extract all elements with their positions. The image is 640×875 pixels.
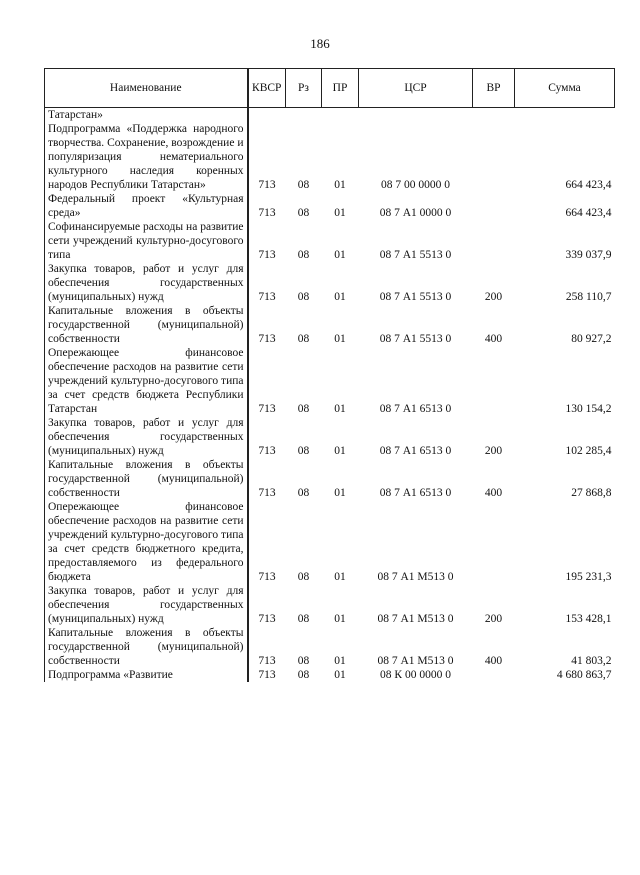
cell-vr: 400: [484, 655, 503, 667]
cell-csr: 08 7 А1 6513 0: [379, 445, 452, 457]
cell-kvsr: 713: [258, 207, 276, 219]
cell-name: Опережающее финансовое обеспечение расходов на развитие сети учреждений культурно-досугового типа за счет средств бюджета Республики Татарстан: [45, 346, 248, 416]
table-row: [45, 500, 615, 584]
cell-name: Закупка товаров, работ и услуг для обеспечения государственных (муниципальных) нужд: [45, 416, 248, 458]
table-row: [45, 626, 615, 668]
cell-vr: [473, 500, 515, 584]
table-row: [45, 108, 615, 123]
cell-sum: 258 110,7: [565, 291, 612, 303]
cell-sum: 195 231,3: [565, 571, 612, 583]
cell-rz: 08: [297, 207, 310, 219]
cell-sum: 664 423,4: [565, 179, 612, 191]
table-header-row: [45, 69, 615, 108]
header-rz: Рз: [286, 69, 322, 108]
cell-name: Федеральный проект «Культурная среда»: [45, 192, 248, 220]
cell-kvsr: 713: [258, 487, 276, 499]
cell-name: Капитальные вложения в объекты государственной (муниципальной) собственности: [45, 458, 248, 500]
cell-kvsr: 713: [258, 445, 276, 457]
cell-csr: 08 7 А1 5513 0: [379, 249, 452, 261]
cell-sum: 664 423,4: [565, 207, 612, 219]
cell-name: Татарстан»: [45, 108, 248, 123]
cell-kvsr: 713: [258, 571, 276, 583]
table-row: [45, 668, 615, 682]
cell-csr: [359, 108, 473, 123]
cell-pr: 01: [334, 179, 346, 191]
cell-sum: 339 037,9: [565, 249, 612, 261]
table-row: [45, 416, 615, 458]
cell-csr: 08 7 А1 5513 0: [379, 291, 452, 303]
cell-rz: 08: [297, 333, 310, 345]
header-csr: ЦСР: [359, 69, 473, 108]
cell-pr: 01: [334, 207, 346, 219]
cell-rz: 08: [297, 487, 310, 499]
cell-rz: 08: [297, 613, 310, 625]
cell-kvsr: 713: [258, 655, 276, 667]
cell-csr: 08 7 А1 5513 0: [379, 333, 452, 345]
table-row: [45, 262, 615, 304]
cell-vr: 200: [484, 445, 503, 457]
table-row: [45, 220, 615, 262]
cell-csr: 08 7 А1 6513 0: [379, 487, 452, 499]
cell-sum: 153 428,1: [565, 613, 612, 625]
cell-pr: 01: [334, 333, 346, 345]
cell-rz: 08: [297, 291, 310, 303]
cell-pr: 01: [334, 249, 346, 261]
cell-pr: 01: [334, 613, 346, 625]
cell-vr: [473, 192, 515, 220]
cell-kvsr: 713: [258, 179, 276, 191]
cell-csr: 08 7 А1 М513 0: [377, 655, 454, 667]
cell-name: Капитальные вложения в объекты государственной (муниципальной) собственности: [45, 304, 248, 346]
table-body: [45, 108, 615, 683]
cell-vr: [473, 122, 515, 192]
cell-csr: 08 7 А1 М513 0: [377, 571, 454, 583]
cell-csr: 08 7 А1 М513 0: [377, 613, 454, 625]
cell-vr: [473, 668, 515, 682]
table-row: [45, 192, 615, 220]
cell-csr: 08 7 А1 6513 0: [379, 403, 452, 415]
cell-pr: 01: [334, 403, 346, 415]
cell-sum: [515, 108, 615, 123]
cell-rz: 08: [297, 445, 310, 457]
cell-vr: 400: [484, 333, 503, 345]
cell-vr: [473, 108, 515, 123]
table-row: [45, 458, 615, 500]
cell-rz: [286, 108, 322, 123]
cell-pr: 01: [334, 571, 346, 583]
cell-kvsr: 713: [258, 333, 276, 345]
cell-sum: 130 154,2: [565, 403, 612, 415]
header-kvsr: КВСР: [248, 69, 286, 108]
cell-kvsr: 713: [258, 669, 276, 681]
cell-vr: 400: [484, 487, 503, 499]
cell-pr: 01: [334, 445, 346, 457]
header-sum: Сумма: [515, 69, 615, 108]
cell-rz: 08: [297, 571, 310, 583]
cell-vr: [473, 346, 515, 416]
cell-rz: 08: [297, 249, 310, 261]
header-vr: ВР: [473, 69, 515, 108]
cell-kvsr: 713: [258, 249, 276, 261]
cell-kvsr: [248, 108, 286, 123]
table-row: [45, 346, 615, 416]
table-row: [45, 584, 615, 626]
cell-kvsr: 713: [258, 291, 276, 303]
cell-vr: 200: [484, 613, 503, 625]
cell-vr: 200: [484, 291, 503, 303]
cell-name: Закупка товаров, работ и услуг для обеспечения государственных (муниципальных) нужд: [45, 584, 248, 626]
cell-pr: [322, 108, 359, 123]
cell-sum: 41 803,2: [571, 655, 612, 667]
cell-kvsr: 713: [258, 613, 276, 625]
cell-csr: 08 К 00 0000 0: [380, 669, 451, 681]
cell-sum: 27 868,8: [571, 487, 612, 499]
cell-name: Подпрограмма «Развитие: [45, 668, 248, 682]
cell-name: Подпрограмма «Поддержка народного творчества. Сохранение, возрождение и популяризация нематериального культурного наследия коренных народов Республики Татарстан»: [45, 122, 248, 192]
budget-table: [44, 68, 615, 682]
cell-csr: 08 7 00 0000 0: [381, 179, 450, 191]
cell-sum: 102 285,4: [565, 445, 612, 457]
cell-kvsr: 713: [258, 403, 276, 415]
cell-pr: 01: [334, 291, 346, 303]
cell-pr: 01: [334, 669, 346, 681]
cell-sum: 4 680 863,7: [556, 669, 612, 681]
cell-name: Капитальные вложения в объекты государственной (муниципальной) собственности: [45, 626, 248, 668]
cell-pr: 01: [334, 487, 346, 499]
cell-sum: 80 927,2: [571, 333, 612, 345]
cell-rz: 08: [297, 179, 310, 191]
header-name: Наименование: [45, 69, 248, 108]
cell-vr: [473, 220, 515, 262]
cell-name: Опережающее финансовое обеспечение расходов на развитие сети учреждений культурно-досугового типа за счет средств бюджетного кредита, предоставляемого из федерального бюджета: [45, 500, 248, 584]
cell-rz: 08: [297, 655, 310, 667]
cell-rz: 08: [297, 669, 310, 681]
header-pr: ПР: [322, 69, 359, 108]
table-row: [45, 122, 615, 192]
cell-pr: 01: [334, 655, 346, 667]
cell-rz: 08: [297, 403, 310, 415]
cell-name: Закупка товаров, работ и услуг для обеспечения государственных (муниципальных) нужд: [45, 262, 248, 304]
cell-csr: 08 7 А1 0000 0: [379, 207, 452, 219]
table-row: [45, 304, 615, 346]
cell-name: Софинансируемые расходы на развитие сети учреждений культурно-досугового типа: [45, 220, 248, 262]
page-number: 186: [310, 36, 330, 51]
